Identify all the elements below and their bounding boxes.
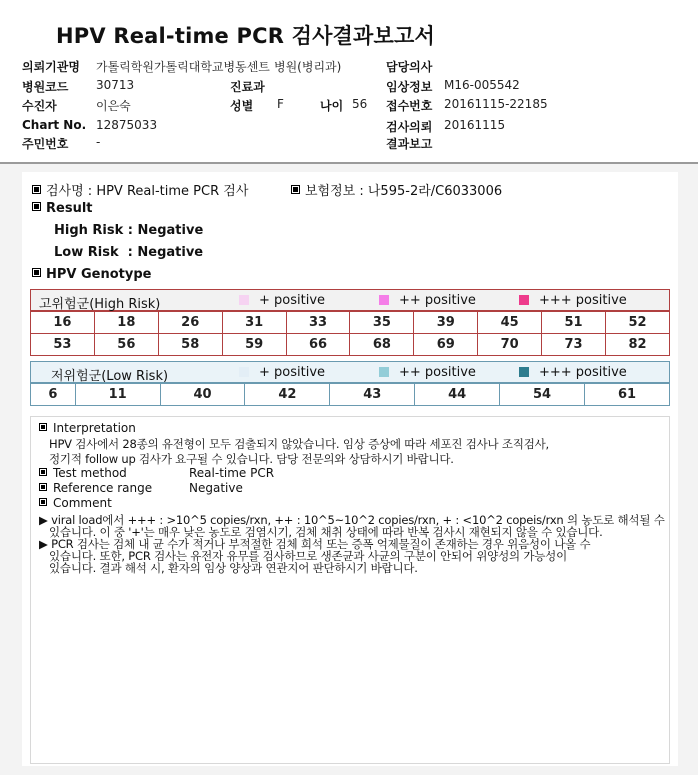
legend-low-plus2: ++ positive bbox=[379, 365, 476, 380]
bullet-square-icon bbox=[39, 468, 47, 476]
genotype-cell: 73 bbox=[542, 334, 606, 356]
genotype-cell: 43 bbox=[330, 384, 415, 406]
genotype-cell: 68 bbox=[350, 334, 414, 356]
bullet-square-icon bbox=[39, 483, 47, 491]
exam-name: 검사명 : HPV Real-time PCR 검사 bbox=[32, 180, 248, 199]
low-risk-label: 저위험군(Low Risk) bbox=[51, 369, 169, 384]
genotype-cell: 40 bbox=[160, 384, 245, 406]
comment-2-line-3: 있습니다. 결과 해석 시, 환자의 임상 양상과 연관지어 판단하시기 바랍니다. bbox=[49, 561, 418, 575]
genotype-cell: 6 bbox=[31, 384, 76, 406]
bullet-square-icon bbox=[39, 498, 47, 506]
low-risk-result: Low Risk : Negative bbox=[54, 245, 204, 260]
genotype-cell: 82 bbox=[606, 334, 670, 356]
genotype-heading: HPV Genotype bbox=[32, 267, 151, 282]
sex-value: F bbox=[277, 97, 284, 111]
legend-swatch-icon bbox=[379, 367, 389, 377]
legend-swatch-icon bbox=[239, 295, 249, 305]
interpretation-box bbox=[30, 416, 670, 764]
genotype-cell: 54 bbox=[500, 384, 585, 406]
genotype-cell: 59 bbox=[222, 334, 286, 356]
clinical-info-label: 임상정보 bbox=[386, 80, 433, 94]
legend-swatch-icon bbox=[379, 295, 389, 305]
genotype-cell: 18 bbox=[94, 312, 158, 334]
high-risk-row-1 bbox=[31, 312, 670, 334]
insurance-info: 보험정보 : 나595-2라/C6033006 bbox=[291, 180, 502, 199]
genotype-cell: 16 bbox=[31, 312, 95, 334]
institution-value-end: 병원(병리과) bbox=[274, 60, 342, 74]
legend-swatch-icon bbox=[239, 367, 249, 377]
legend-high-plus3: +++ positive bbox=[519, 293, 627, 308]
genotype-cell: 35 bbox=[350, 312, 414, 334]
interpretation-heading: Interpretation bbox=[39, 421, 136, 435]
genotype-cell: 11 bbox=[75, 384, 160, 406]
genotype-cell: 61 bbox=[585, 384, 670, 406]
genotype-cell: 70 bbox=[478, 334, 542, 356]
legend-low-plus3: +++ positive bbox=[519, 365, 627, 380]
bullet-square-icon bbox=[39, 423, 47, 431]
bullet-square-icon bbox=[32, 268, 41, 277]
legend-high-plus1: + positive bbox=[239, 293, 325, 308]
legend-high-plus2: ++ positive bbox=[379, 293, 476, 308]
receipt-value: 20161115-22185 bbox=[444, 97, 548, 111]
resident-label: 주민번호 bbox=[22, 137, 69, 151]
patient-label: 수진자 bbox=[22, 99, 57, 113]
genotype-cell: 53 bbox=[31, 334, 95, 356]
doctor-label: 담당의사 bbox=[386, 60, 433, 74]
genotype-cell: 66 bbox=[286, 334, 350, 356]
genotype-cell: 33 bbox=[286, 312, 350, 334]
reference-range-label: Reference range bbox=[39, 481, 152, 495]
report-title: HPV Real-time PCR 검사결과보고서 bbox=[56, 24, 435, 48]
genotype-cell: 51 bbox=[542, 312, 606, 334]
high-risk-row-2 bbox=[31, 334, 670, 356]
genotype-cell: 39 bbox=[414, 312, 478, 334]
legend-swatch-icon bbox=[519, 295, 529, 305]
chart-value: 12875033 bbox=[96, 118, 158, 132]
interpretation-line-1: HPV 검사에서 28종의 유전형이 모두 검출되지 않았습니다. 임상 증상에 따라 세포진 검사나 조직검사, bbox=[49, 437, 549, 451]
resident-value: - bbox=[96, 135, 101, 149]
hospital-code-label: 병원코드 bbox=[22, 80, 69, 94]
hospital-code-value: 30713 bbox=[96, 78, 135, 92]
interpretation-line-2: 정기적 follow up 검사가 요구될 수 있습니다. 담당 전문의와 상담하시기 바랍니다. bbox=[49, 452, 454, 466]
dept-label: 진료과 bbox=[230, 80, 265, 94]
institution-value: 가톨릭학원가톨릭대학교병동센트 bbox=[96, 60, 270, 74]
low-risk-row bbox=[31, 384, 670, 406]
request-date-value: 20161115 bbox=[444, 118, 506, 132]
genotype-cell: 44 bbox=[415, 384, 500, 406]
bullet-square-icon bbox=[291, 185, 300, 194]
bullet-square-icon bbox=[32, 202, 41, 211]
genotype-cell: 56 bbox=[94, 334, 158, 356]
bullet-square-icon bbox=[32, 185, 41, 194]
genotype-cell: 31 bbox=[222, 312, 286, 334]
comment-2-line-2: 있습니다. 또한, PCR 검사는 유전자 유무를 검사하므로 생존균과 사균의 구분이 안되어 위양성의 가능성이 bbox=[49, 549, 567, 563]
institution-label: 의뢰기관명 bbox=[22, 60, 80, 74]
comment-label: Comment bbox=[39, 496, 112, 510]
low-risk-table bbox=[30, 383, 670, 406]
receipt-label: 접수번호 bbox=[386, 99, 433, 113]
comment-1-line-1: ▶ viral load에서 +++ : >10^5 copies/rxn, ++ : 10^5~10^2 copies/rxn, + : <10^2 copeis/rxn 의 농도로 해석될 수 bbox=[39, 513, 665, 527]
high-risk-header bbox=[30, 289, 670, 311]
genotype-cell: 69 bbox=[414, 334, 478, 356]
low-risk-header bbox=[30, 361, 670, 383]
age-value: 56 bbox=[352, 97, 368, 111]
comment-2-line-1: ▶ PCR 검사는 검체 내 균 수가 적거나 부적절한 검체 희석 또는 증폭 억제물질이 존재하는 경우 위음성이 나올 수 bbox=[39, 537, 591, 551]
patient-value: 이은숙 bbox=[96, 99, 131, 113]
clinical-info-value: M16-005542 bbox=[444, 78, 520, 92]
legend-low-plus1: + positive bbox=[239, 365, 325, 380]
genotype-cell: 45 bbox=[478, 312, 542, 334]
result-report-label: 결과보고 bbox=[386, 137, 433, 151]
test-method-label: Test method bbox=[39, 466, 127, 480]
genotype-cell: 42 bbox=[245, 384, 330, 406]
high-risk-result: High Risk : Negative bbox=[54, 223, 204, 238]
genotype-cell: 26 bbox=[158, 312, 222, 334]
genotype-cell: 58 bbox=[158, 334, 222, 356]
chart-label: Chart No. bbox=[22, 118, 87, 132]
high-risk-table bbox=[30, 311, 670, 356]
comment-1-line-2: 있습니다. 이 중 '+'는 매우 낮은 농도로 검염시기, 검체 채취 상태에 따라 반복 검사시 재현되지 않을 수 있습니다. bbox=[49, 525, 603, 539]
sex-label: 성별 bbox=[230, 99, 254, 113]
reference-range-value: Negative bbox=[189, 481, 243, 495]
result-heading: Result bbox=[32, 201, 93, 216]
report-header bbox=[0, 0, 698, 164]
age-label: 나이 bbox=[320, 99, 344, 113]
test-method-value: Real-time PCR bbox=[189, 466, 275, 480]
request-date-label: 검사의뢰 bbox=[386, 120, 433, 134]
high-risk-label: 고위험군(High Risk) bbox=[39, 297, 161, 312]
legend-swatch-icon bbox=[519, 367, 529, 377]
genotype-cell: 52 bbox=[606, 312, 670, 334]
